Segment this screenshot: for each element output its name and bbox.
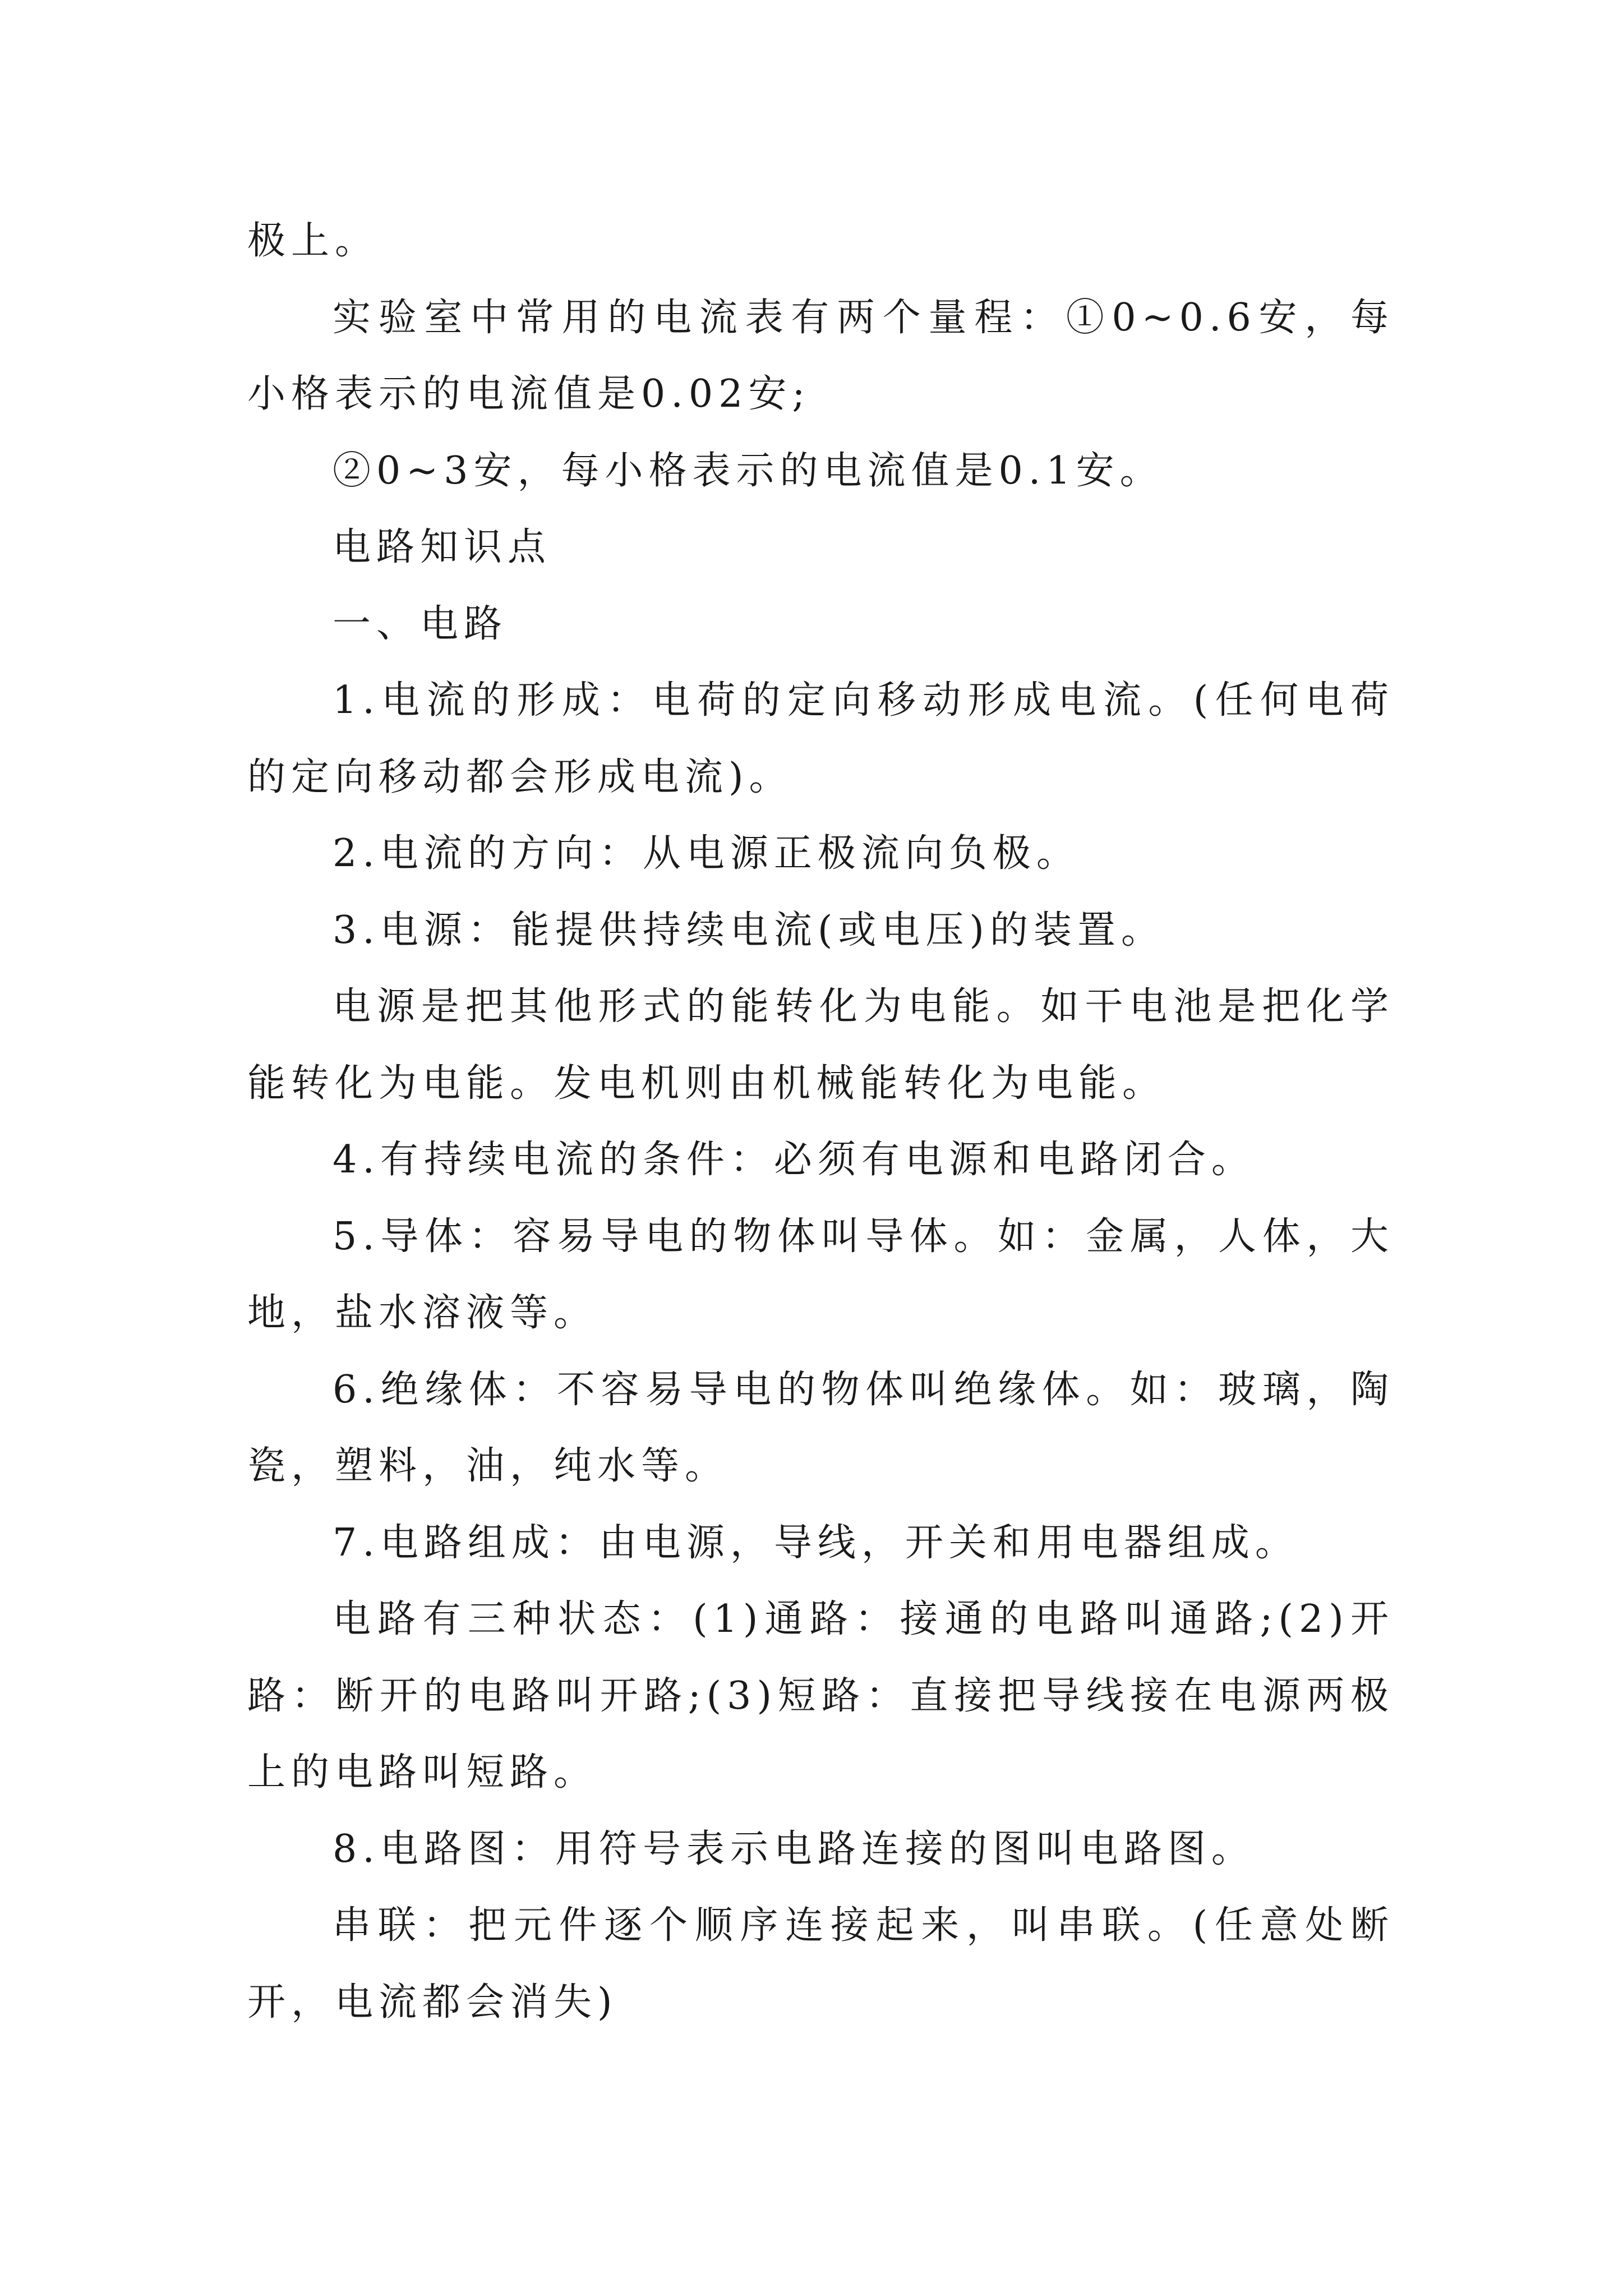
- paragraph-4: 电路知识点: [333, 525, 552, 569]
- paragraph-12: 6.绝缘体：不容易导电的物体叫绝缘体。如：玻璃，陶瓷，塑料，油，纯水等。: [247, 1367, 1394, 1488]
- paragraph-1: 极上。: [247, 219, 379, 263]
- paragraph-15: 8.电路图：用符号表示电路连接的图叫电路图。: [333, 1826, 1255, 1871]
- paragraph-2: 实验室中常用的电流表有两个量程：①0~0.6安，每小格表示的电流值是0.02安;: [247, 295, 1394, 416]
- paragraph-10: 4.有持续电流的条件：必须有电源和电路闭合。: [333, 1138, 1255, 1182]
- paragraph-7: 2.电流的方向：从电源正极流向负极。: [333, 831, 1080, 876]
- paragraph-11: 5.导体：容易导电的物体叫导体。如：金属，人体，大地，盐水溶液等。: [247, 1214, 1394, 1335]
- paragraph-6: 1.电流的形成：电荷的定向移动形成电流。(任何电荷的定向移动都会形成电流)。: [247, 678, 1394, 799]
- paragraph-3: ②0~3安，每小格表示的电流值是0.1安。: [333, 448, 1164, 493]
- paragraph-5: 一、电路: [333, 601, 508, 646]
- document-body: [247, 203, 1394, 2041]
- paragraph-8: 3.电源：能提供持续电流(或电压)的装置。: [333, 908, 1165, 953]
- paragraph-13: 7.电路组成：由电源，导线，开关和用电器组成。: [333, 1520, 1299, 1565]
- paragraph-16: 串联：把元件逐个顺序连接起来，叫串联。(任意处断开，电流都会消失): [247, 1903, 1394, 2024]
- paragraph-9: 电源是把其他形式的能转化为电能。如干电池是把化学能转化为电能。发电机则由机械能转化为电能。: [247, 984, 1394, 1106]
- paragraph-14: 电路有三种状态：(1)通路：接通的电路叫通路;(2)开路：断开的电路叫开路;(3)短路：直接把导线接在电源两极上的电路叫短路。: [247, 1597, 1394, 1795]
